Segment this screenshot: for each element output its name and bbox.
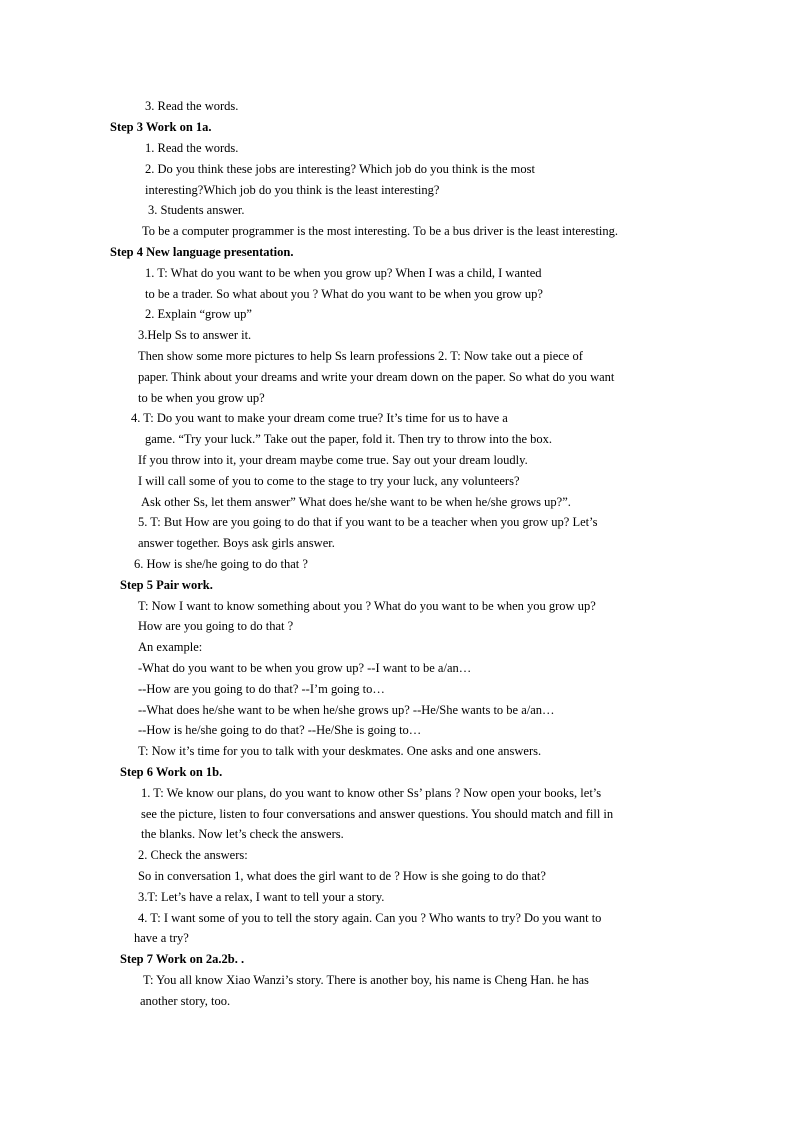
text-line: Ask other Ss, let them answer” What does he/she want to be when he/she grows up?”. bbox=[141, 495, 571, 509]
text-line: T: Now it’s time for you to talk with your deskmates. One asks and one answers. bbox=[138, 744, 542, 758]
text-line: see the picture, listen to four conversations and answer questions. You should match and fill in bbox=[141, 807, 614, 821]
text-line: T: You all know Xiao Wanzi’s story. There is another boy, his name is Cheng Han. he has bbox=[143, 973, 589, 987]
text-line: 1. Read the words. bbox=[145, 141, 239, 155]
text-line: Then show some more pictures to help Ss learn professions 2. T: Now take out a piece of bbox=[138, 349, 583, 363]
section-heading: Step 5 Pair work. bbox=[120, 578, 213, 592]
text-line: An example: bbox=[138, 640, 203, 654]
text-line: another story, too. bbox=[140, 994, 231, 1008]
text-line: --How is he/she going to do that? --He/She is going to… bbox=[138, 723, 422, 737]
text-line: If you throw into it, your dream maybe come true. Say out your dream loudly. bbox=[138, 453, 528, 467]
text-line: T: Now I want to know something about you ? What do you want to be when you grow up? bbox=[138, 599, 596, 613]
text-line: 6. How is she/he going to do that ? bbox=[134, 557, 308, 571]
text-line: 3. Read the words. bbox=[145, 99, 239, 113]
text-line: interesting?Which job do you think is the least interesting? bbox=[145, 183, 440, 197]
section-heading: Step 4 New language presentation. bbox=[110, 245, 294, 259]
text-line: paper. Think about your dreams and write your dream down on the paper. So what do you want bbox=[138, 370, 615, 384]
section-heading: Step 3 Work on 1a. bbox=[110, 120, 212, 134]
text-line: the blanks. Now let’s check the answers. bbox=[141, 827, 344, 841]
text-line: --How are you going to do that? --I’m going to… bbox=[138, 682, 385, 696]
text-line: So in conversation 1, what does the girl want to de ? How is she going to do that? bbox=[138, 869, 546, 883]
text-line: 3. Students answer. bbox=[148, 203, 245, 217]
text-line: 5. T: But How are you going to do that if you want to be a teacher when you grow up? Let’s bbox=[138, 515, 598, 529]
text-line: I will call some of you to come to the stage to try your luck, any volunteers? bbox=[138, 474, 520, 488]
text-line: 3.Help Ss to answer it. bbox=[138, 328, 252, 342]
text-line: have a try? bbox=[134, 931, 189, 945]
section-heading: Step 6 Work on 1b. bbox=[120, 765, 223, 779]
text-line: 4. T: Do you want to make your dream come true? It’s time for us to have a bbox=[131, 411, 508, 425]
text-line: 1. T: We know our plans, do you want to know other Ss’ plans ? Now open your books, let’s bbox=[141, 786, 602, 800]
text-line: -What do you want to be when you grow up? --I want to be a/an… bbox=[138, 661, 472, 675]
text-line: to be a trader. So what about you ? What do you want to be when you grow up? bbox=[145, 287, 543, 301]
text-line: 2. Explain “grow up” bbox=[145, 307, 252, 321]
text-line: --What does he/she want to be when he/she grows up? --He/She wants to be a/an… bbox=[138, 703, 555, 717]
text-line: game. “Try your luck.” Take out the paper, fold it. Then try to throw into the box. bbox=[145, 432, 552, 446]
text-line: 3.T: Let’s have a relax, I want to tell your a story. bbox=[138, 890, 385, 904]
text-line: To be a computer programmer is the most interesting. To be a bus driver is the least interesting. bbox=[142, 224, 619, 238]
text-line: 4. T: I want some of you to tell the story again. Can you ? Who wants to try? Do you want to bbox=[138, 911, 602, 925]
section-heading: Step 7 Work on 2a.2b. . bbox=[120, 952, 245, 966]
text-line: 2. Do you think these jobs are interesting? Which job do you think is the most bbox=[145, 162, 535, 176]
text-line: How are you going to do that ? bbox=[138, 619, 294, 633]
text-line: to be when you grow up? bbox=[138, 391, 265, 405]
text-line: answer together. Boys ask girls answer. bbox=[138, 536, 335, 550]
text-line: 2. Check the answers: bbox=[138, 848, 248, 862]
text-line: 1. T: What do you want to be when you grow up? When I was a child, I wanted bbox=[145, 266, 542, 280]
